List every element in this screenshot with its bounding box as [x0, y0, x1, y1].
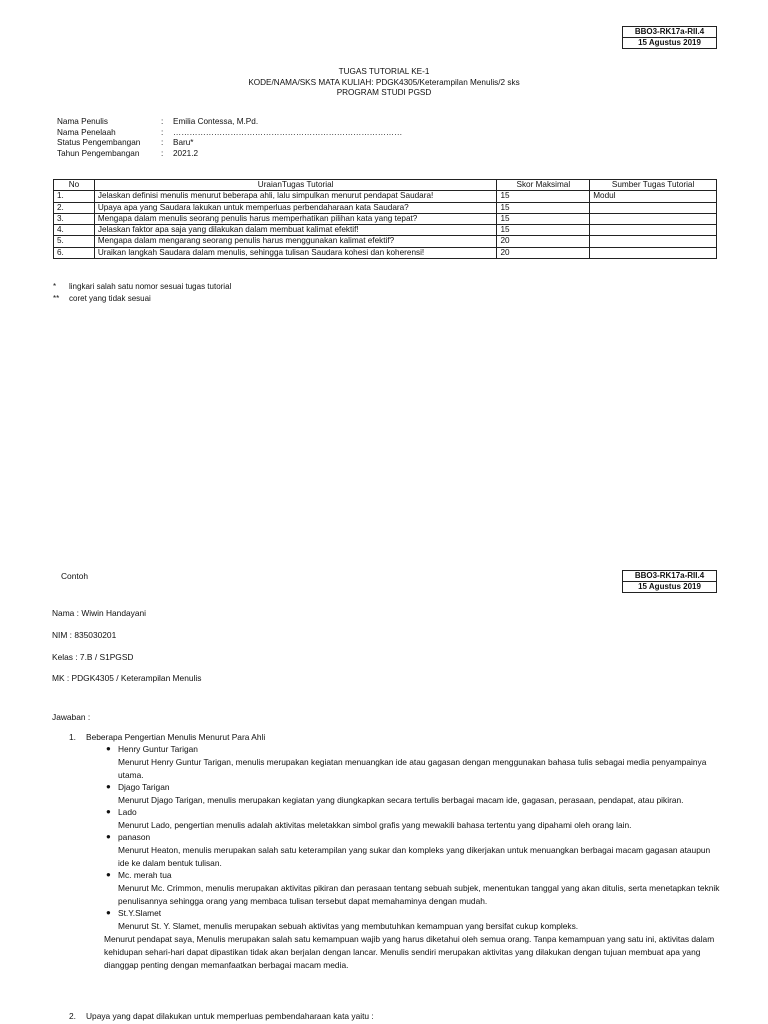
cell-score: 15 [497, 191, 590, 202]
section-heading: Beberapa Pengertian Menulis Menurut Para Ahli [86, 731, 266, 742]
cell-task: Upaya apa yang Saudara lakukan untuk memperluas perbendaharaan kata Saudara? [94, 202, 497, 213]
cell-no: 3. [54, 213, 95, 224]
tasks-table [53, 179, 717, 259]
table-row [54, 236, 717, 247]
cell-no: 6. [54, 247, 95, 258]
meta-row [57, 117, 402, 128]
expert-name: panason [118, 831, 151, 842]
cell-task: Jelaskan definisi menulis menurut beberapa ahli, lalu simpulkan menurut pendapat Saudara! [94, 191, 497, 202]
meta-label: Status Pengembangan [57, 138, 141, 147]
bullet-icon: ● [106, 781, 111, 791]
list-item [69, 832, 722, 870]
expert-definition: Menurut Djago Tarigan, menulis merupakan kegiatan yang diungkapkan secara tertulis berbagai macam ide, gagasan, perasaan, pendapat, atau pikiran. [118, 794, 684, 805]
bullet-icon: ● [106, 831, 111, 841]
table-row [54, 213, 717, 224]
expert-definition: Menurut St. Y. Slamet, menulis merupakan sebuah aktivitas yang membutuhkan kemampuan yang bersifat cukup kompleks. [118, 920, 579, 931]
cell-source [590, 202, 717, 213]
expert-definition: Menurut Heaton, menulis merupakan salah satu keterampilan yang sukar dan kompleks yang dikerjakan untuk menuangkan berbagai macam gagasan ataupun ide ke dalam bentuk tulisan. [118, 844, 711, 868]
meta-value: Emilia Contessa, M.Pd. [173, 117, 259, 126]
example-label: Contoh [61, 571, 89, 581]
student-nim: NIM : 835030201 [52, 630, 117, 640]
answer-section [52, 712, 722, 972]
cell-no: 4. [54, 225, 95, 236]
document-date: 15 Agustus 2019 [623, 38, 717, 49]
footnote [53, 282, 231, 294]
meta-colon: : [161, 138, 164, 147]
section-heading: Upaya yang dapat dilakukan untuk memperluas pembendaharaan kata yaitu : [86, 1011, 374, 1021]
column-header-score: Skor Maksimal [497, 180, 590, 191]
footnote-text: coret yang tidak sesuai [69, 294, 151, 303]
document-code: BBO3-RK17a-RII.4 [623, 571, 717, 582]
header-course: KODE/NAMA/SKS MATA KULIAH: PDGK4305/Keterampilan Menulis/2 sks [248, 77, 520, 87]
footnote-mark: * [53, 282, 57, 291]
cell-score: 20 [497, 236, 590, 247]
column-header-task: UraianTugas Tutorial [94, 180, 497, 191]
list-item [69, 782, 722, 807]
expert-definition: Menurut Henry Guntur Tarigan, menulis merupakan kegiatan menuangkan ide atau gagasan dengan menggunakan bahasa tulis sebagai media penyampainya utama. [118, 756, 707, 780]
section-number: 1. [69, 731, 76, 742]
cell-source: Modul [590, 191, 717, 202]
meta-label: Nama Penulis [57, 117, 108, 126]
cell-source [590, 236, 717, 247]
expert-name: Lado [118, 806, 137, 817]
student-course: MK : PDGK4305 / Keterampilan Menulis [52, 673, 202, 683]
meta-label: Nama Penelaah [57, 127, 116, 137]
expert-definition: Menurut Mc. Crimmon, menulis merupakan aktivitas pikiran dan perasaan tentang sebuah subjek, menentukan tanggal yang akan ditulis, serta menetapkan teknik penulisannya sehingga orang yang membaca tulisan tersebut dapat memahaminya dengan mudah. [118, 882, 720, 906]
meta-colon: : [161, 117, 164, 126]
cell-task: Mengapa dalam mengarang seorang penulis harus menggunakan kalimat efektif? [94, 236, 497, 247]
footnote-mark: ** [53, 294, 60, 303]
cell-source [590, 213, 717, 224]
meta-value: Baru* [173, 138, 194, 147]
bullet-icon: ● [106, 869, 111, 879]
header-title: TUGAS TUTORIAL KE-1 [338, 67, 430, 76]
meta-row [57, 138, 402, 149]
cell-no: 2. [54, 202, 95, 213]
cell-no: 1. [54, 191, 95, 202]
cell-source [590, 247, 717, 258]
meta-colon: : [161, 127, 164, 137]
meta-row [57, 128, 402, 139]
bullet-icon: ● [106, 907, 111, 917]
list-item [69, 744, 722, 782]
expert-name: Djago Tarigan [118, 781, 170, 792]
expert-name: Mc. merah tua [118, 869, 172, 880]
column-header-source: Sumber Tugas Tutorial [590, 180, 717, 191]
bullet-icon: ● [106, 743, 111, 753]
expert-definition: Menurut Lado, pengertian menulis adalah aktivitas meletakkan simbol grafis yang mewakili bahasa tertentu yang dipahami oleh orang lain. [118, 819, 632, 830]
student-class: Kelas : 7.B / S1PGSD [52, 652, 134, 662]
table-row [54, 247, 717, 258]
meta-row [57, 149, 402, 160]
summary-paragraph: Menurut pendapat saya, Menulis merupakan salah satu kemampuan wajib yang harus diketahui oleh semua orang. Tanpa kemampuan yang satu ini, aktivitas dalam kehidupan sehari-hari dapat dipastikan tidak akan berjalan dengan lancar. Menulis sendiri merupakan aktivitas yang dilakukan dengan tujuan membuat apa yang dianggap penting dengan memanfaatkan berbagai macam media. [104, 933, 715, 970]
cell-no: 5. [54, 236, 95, 247]
document-code-box [622, 26, 717, 49]
bullet-icon: ● [106, 806, 111, 816]
document-header [0, 67, 768, 99]
cell-score: 15 [497, 202, 590, 213]
table-row [54, 191, 717, 202]
cell-score: 15 [497, 213, 590, 224]
cell-task: Jelaskan faktor apa saja yang dilakukan dalam membuat kalimat efektif! [94, 225, 497, 236]
list-item [69, 807, 722, 832]
footnotes [53, 282, 231, 306]
document-date: 15 Agustus 2019 [623, 582, 717, 593]
header-program: PROGRAM STUDI PGSD [336, 88, 432, 97]
cell-source [590, 225, 717, 236]
footnote [53, 294, 231, 306]
answer-title: Jawaban : [52, 712, 91, 722]
expert-name: Henry Guntur Tarigan [118, 743, 198, 754]
section-title [69, 732, 722, 744]
table-row [54, 225, 717, 236]
meta-value: ………………………………………………………………………… [173, 127, 403, 137]
column-header-no: No [54, 180, 95, 191]
cell-task: Mengapa dalam menulis seorang penulis harus memperhatikan pilihan kata yang tepat? [94, 213, 497, 224]
meta-colon: : [161, 148, 164, 158]
section-number: 2. [69, 1011, 76, 1021]
list-item [69, 908, 722, 933]
table-row [54, 202, 717, 213]
document-code-box [622, 570, 717, 593]
table-header-row [54, 180, 717, 191]
meta-label: Tahun Pengembangan [57, 148, 140, 158]
section-title [69, 1011, 374, 1022]
cell-score: 20 [497, 247, 590, 258]
document-code: BBO3-RK17a-RII.4 [623, 27, 717, 38]
meta-value: 2021.2 [173, 148, 199, 158]
meta-info [57, 117, 402, 159]
cell-task: Uraikan langkah Saudara dalam menulis, sehingga tulisan Saudara kohesi dan koherensi! [94, 247, 497, 258]
expert-name: St.Y.Slamet [118, 907, 162, 918]
student-name: Nama : Wiwin Handayani [52, 608, 147, 618]
cell-score: 15 [497, 225, 590, 236]
list-item [69, 870, 722, 908]
footnote-text: lingkari salah satu nomor sesuai tugas tutorial [69, 282, 232, 291]
